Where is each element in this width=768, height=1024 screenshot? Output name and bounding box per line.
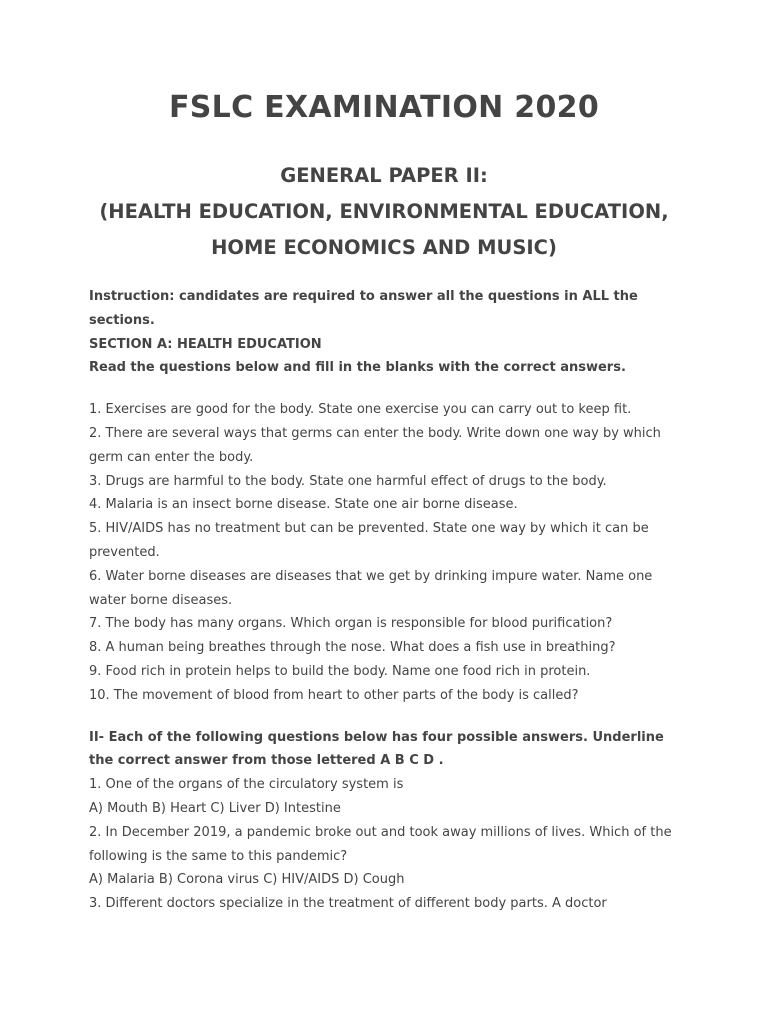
question-item: 2. There are several ways that germs can enter the body. Write down one way by which germ can enter the body. — [89, 425, 661, 465]
spacer — [89, 380, 689, 398]
question-item: 4. Malaria is an insect borne disease. State one air borne disease. — [89, 497, 518, 513]
question-item: 1. Exercises are good for the body. State one exercise you can carry out to keep fit. — [89, 402, 632, 418]
part2-heading: II- Each of the following questions below has four possible answers. Underline the correct answer from those lettered A B C D . — [89, 729, 664, 769]
mcq-options: A) Malaria B) Corona virus C) HIV/AIDS D) Cough — [89, 872, 405, 888]
spacer — [89, 708, 689, 726]
question-item: 3. Drugs are harmful to the body. State one harmful effect of drugs to the body. — [89, 473, 607, 489]
subtitle-line: (HEALTH EDUCATION, ENVIRONMENTAL EDUCATION, — [99, 200, 669, 223]
mcq-line: 2. In December 2019, a pandemic broke out and took away millions of lives. Which of the following is the same to this pandemic? — [89, 824, 672, 864]
question-item: 8. A human being breathes through the nose. What does a fish use in breathing? — [89, 640, 616, 656]
document-body — [89, 285, 689, 916]
instruction-text: Instruction: candidates are required to answer all the questions in ALL the sections. — [89, 289, 638, 328]
question-item: 10. The movement of blood from heart to other parts of the body is called? — [89, 687, 579, 703]
section-heading: SECTION A: HEALTH EDUCATION — [89, 336, 322, 352]
mcq-line: 1. One of the organs of the circulatory system is — [89, 777, 404, 793]
question-item: 9. Food rich in protein helps to build the body. Name one food rich in protein. — [89, 663, 591, 679]
directive-text: Read the questions below and fill in the blanks with the correct answers. — [89, 360, 626, 376]
question-item: 5. HIV/AIDS has no treatment but can be prevented. State one way by which it can be prevented. — [89, 521, 649, 560]
mcq-options: A) Mouth B) Heart C) Liver D) Intestine — [89, 800, 341, 816]
mcq-line: 3. Different doctors specialize in the treatment of different body parts. A doctor — [89, 896, 607, 912]
paper-subtitle — [0, 158, 768, 266]
exam-title: FSLC EXAMINATION 2020 — [168, 90, 599, 125]
question-item: 7. The body has many organs. Which organ is responsible for blood purification? — [89, 616, 613, 632]
question-item: 6. Water borne diseases are diseases that we get by drinking impure water. Name one water borne diseases. — [89, 568, 653, 608]
subtitle-line: HOME ECONOMICS AND MUSIC) — [211, 236, 557, 259]
subtitle-line: GENERAL PAPER II: — [280, 164, 488, 187]
